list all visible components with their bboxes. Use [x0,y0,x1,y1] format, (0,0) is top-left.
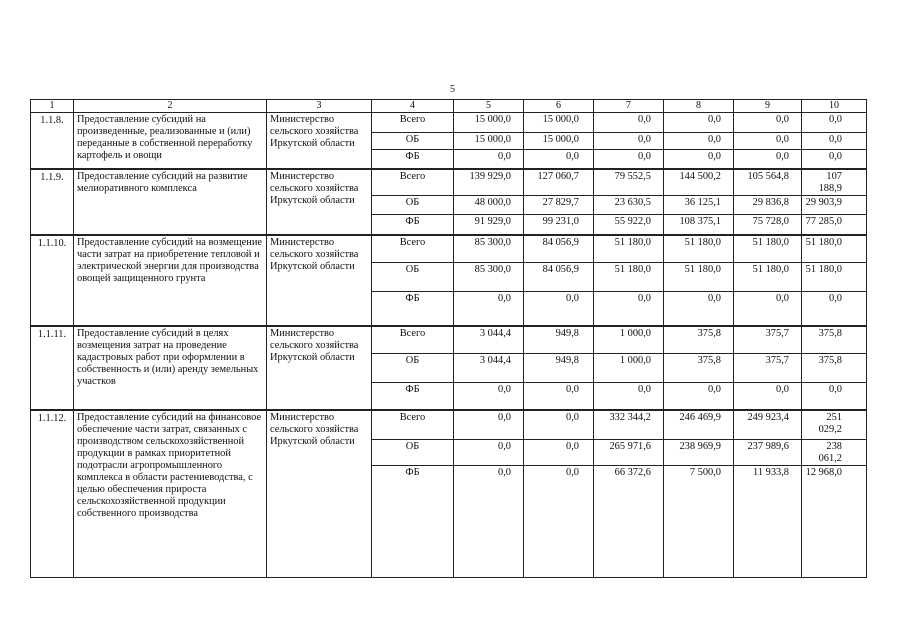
amount-cell: 375,7 [734,354,802,383]
table-row [31,113,867,133]
amount-cell: 949,8 [524,327,594,354]
budget-table [30,99,867,578]
amount-cell: 949,8 [524,354,594,383]
amount-cell: 0,0 [664,133,734,150]
amount-cell: 0,0 [454,383,524,410]
amount-cell: 0,0 [734,292,802,326]
amount-cell: 0,0 [734,383,802,410]
amount-cell: 0,0 [734,113,802,133]
item-code: 1.1.8. [31,113,74,169]
amount-cell: 51 180,0 [734,236,802,263]
amount-cell: 0,0 [802,133,867,150]
funding-source: ФБ [372,383,454,410]
amount-cell: 0,0 [594,383,664,410]
amount-cell: 144 500,2 [664,170,734,196]
amount-cell: 375,8 [802,354,867,383]
amount-cell: 11 933,8 [734,466,802,578]
amount-cell: 79 552,5 [594,170,664,196]
item-executor: Министерство сельского хозяйства Иркутской области [267,327,372,410]
amount-cell: 0,0 [524,466,594,578]
amount-cell: 12 968,0 [802,466,867,578]
item-executor: Министерство сельского хозяйства Иркутской области [267,236,372,326]
amount-cell: 0,0 [802,292,867,326]
amount-cell: 51 180,0 [734,263,802,292]
amount-cell: 66 372,6 [594,466,664,578]
column-header: 10 [802,100,867,113]
amount-cell: 107 188,9 [802,170,867,196]
column-header: 5 [454,100,524,113]
amount-cell: 375,8 [664,354,734,383]
amount-cell: 29 836,8 [734,196,802,215]
amount-cell: 0,0 [594,292,664,326]
amount-cell: 375,8 [802,327,867,354]
amount-cell: 85 300,0 [454,263,524,292]
amount-cell: 0,0 [454,150,524,169]
table-row [31,411,867,440]
column-header: 4 [372,100,454,113]
funding-source: Всего [372,327,454,354]
amount-cell: 99 231,0 [524,215,594,235]
amount-cell: 15 000,0 [454,133,524,150]
item-code: 1.1.9. [31,170,74,235]
item-name: Предоставление субсидий на произведенные, реализованные и (или) переданные в собственной переработку картофель и овощи [74,113,267,169]
item-code: 1.1.12. [31,411,74,578]
amount-cell: 1 000,0 [594,354,664,383]
amount-cell: 238 969,9 [664,440,734,466]
funding-source: Всего [372,236,454,263]
amount-cell: 0,0 [454,411,524,440]
amount-cell: 51 180,0 [802,236,867,263]
amount-cell: 29 903,9 [802,196,867,215]
amount-cell: 27 829,7 [524,196,594,215]
amount-cell: 0,0 [454,466,524,578]
amount-cell: 375,8 [664,327,734,354]
item-name: Предоставление субсидий на возмещение части затрат на приобретение тепловой и электрической энергии для производства овощей защищенного грунта [74,236,267,326]
amount-cell: 85 300,0 [454,236,524,263]
amount-cell: 0,0 [524,383,594,410]
amount-cell: 51 180,0 [594,236,664,263]
header-row [31,100,867,113]
funding-source: ФБ [372,215,454,235]
amount-cell: 3 044,4 [454,354,524,383]
amount-cell: 0,0 [594,113,664,133]
item-name: Предоставление субсидий на финансовое обеспечение части затрат, связанных с производством сельскохозяйственной продукции в рамках приоритетной подотрасли агропромышленного комплекса в области растениеводства, с целью обеспечения прироста сельскохозяйственной продукции собственного производства [74,411,267,578]
funding-source: ОБ [372,440,454,466]
amount-cell: 108 375,1 [664,215,734,235]
amount-cell: 1 000,0 [594,327,664,354]
amount-cell: 0,0 [734,133,802,150]
amount-cell: 0,0 [524,150,594,169]
amount-cell: 51 180,0 [664,236,734,263]
amount-cell: 332 344,2 [594,411,664,440]
table-row [31,327,867,354]
amount-cell: 77 285,0 [802,215,867,235]
amount-cell: 0,0 [664,292,734,326]
amount-cell: 0,0 [454,440,524,466]
funding-source: ОБ [372,354,454,383]
amount-cell: 0,0 [524,440,594,466]
amount-cell: 7 500,0 [664,466,734,578]
amount-cell: 127 060,7 [524,170,594,196]
amount-cell: 238 061,2 [802,440,867,466]
amount-cell: 265 971,6 [594,440,664,466]
amount-cell: 0,0 [664,383,734,410]
item-name: Предоставление субсидий на развитие мелиоративного комплекса [74,170,267,235]
column-header: 8 [664,100,734,113]
table-row [31,170,867,196]
amount-cell: 0,0 [454,292,524,326]
column-header: 1 [31,100,74,113]
column-header: 2 [74,100,267,113]
amount-cell: 0,0 [802,113,867,133]
amount-cell: 84 056,9 [524,236,594,263]
column-header: 7 [594,100,664,113]
page-number: 5 [450,84,455,95]
table-row [31,236,867,263]
amount-cell: 0,0 [802,150,867,169]
amount-cell: 3 044,4 [454,327,524,354]
funding-source: Всего [372,170,454,196]
funding-source: Всего [372,411,454,440]
item-name: Предоставление субсидий в целях возмещения затрат на проведение кадастровых работ при оформлении в собственность и (или) аренду земельных участков [74,327,267,410]
funding-source: Всего [372,113,454,133]
amount-cell: 249 923,4 [734,411,802,440]
amount-cell: 0,0 [524,292,594,326]
amount-cell: 0,0 [802,383,867,410]
amount-cell: 23 630,5 [594,196,664,215]
amount-cell: 0,0 [664,113,734,133]
funding-source: ОБ [372,196,454,215]
amount-cell: 51 180,0 [802,263,867,292]
funding-source: ФБ [372,292,454,326]
item-code: 1.1.10. [31,236,74,326]
amount-cell: 84 056,9 [524,263,594,292]
amount-cell: 105 564,8 [734,170,802,196]
amount-cell: 51 180,0 [594,263,664,292]
amount-cell: 0,0 [664,150,734,169]
amount-cell: 0,0 [524,411,594,440]
amount-cell: 55 922,0 [594,215,664,235]
amount-cell: 237 989,6 [734,440,802,466]
amount-cell: 246 469,9 [664,411,734,440]
amount-cell: 15 000,0 [454,113,524,133]
amount-cell: 0,0 [594,150,664,169]
amount-cell: 91 929,0 [454,215,524,235]
table-body [31,100,867,578]
amount-cell: 15 000,0 [524,133,594,150]
column-header: 3 [267,100,372,113]
amount-cell: 75 728,0 [734,215,802,235]
amount-cell: 15 000,0 [524,113,594,133]
amount-cell: 139 929,0 [454,170,524,196]
amount-cell: 36 125,1 [664,196,734,215]
column-header: 9 [734,100,802,113]
column-header: 6 [524,100,594,113]
amount-cell: 251 029,2 [802,411,867,440]
funding-source: ОБ [372,263,454,292]
item-executor: Министерство сельского хозяйства Иркутской области [267,113,372,169]
funding-source: ФБ [372,150,454,169]
amount-cell: 375,7 [734,327,802,354]
amount-cell: 48 000,0 [454,196,524,215]
item-executor: Министерство сельского хозяйства Иркутской области [267,411,372,578]
item-code: 1.1.11. [31,327,74,410]
amount-cell: 0,0 [594,133,664,150]
amount-cell: 0,0 [734,150,802,169]
item-executor: Министерство сельского хозяйства Иркутской области [267,170,372,235]
funding-source: ОБ [372,133,454,150]
amount-cell: 51 180,0 [664,263,734,292]
funding-source: ФБ [372,466,454,578]
